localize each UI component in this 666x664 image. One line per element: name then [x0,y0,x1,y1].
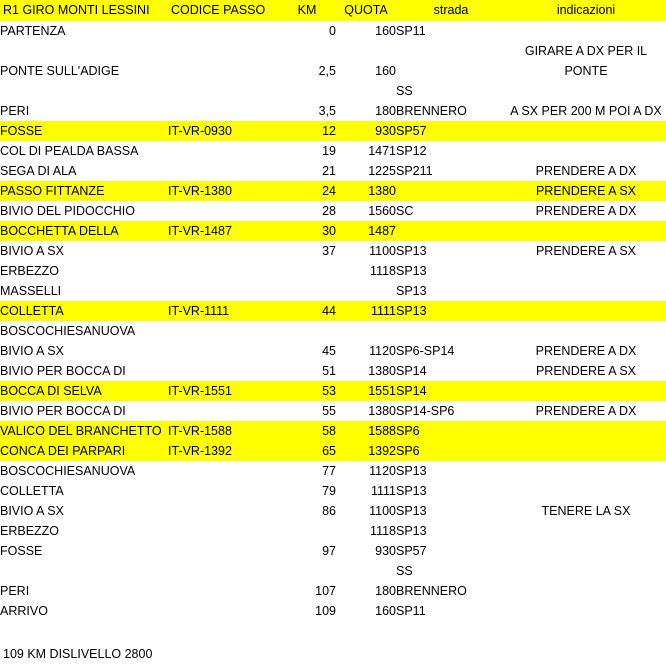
table-row [0,361,666,381]
cell-quota: 1100 [369,244,396,258]
cell-code [168,481,278,501]
cell-quota: 1380 [368,404,396,418]
cell-code [168,261,278,281]
cell-strada: BRENNERO [396,584,467,598]
cell-code [168,501,278,521]
cell-indicazioni [506,541,666,561]
cell-km: 109 [315,604,336,618]
cell-strada: SP6-SP14 [396,344,455,358]
cell-name: FOSSE [0,121,168,141]
table-row [0,421,666,441]
cell-name: PARTENZA [0,24,66,38]
cell-indicazioni: PRENDERE A DX [535,164,637,178]
cell-code [168,81,278,101]
cell-strada: SP13 [396,524,427,538]
cell-indicazioni [506,301,666,321]
cell-quota [336,561,396,581]
cell-name [0,561,168,581]
cell-indicazioni [506,81,666,101]
cell-quota: 1560 [368,204,396,218]
cell-quota: 180 [375,584,396,598]
cell-strada: SP12 [396,144,427,158]
cell-km [278,281,336,301]
cell-name: BIVIO DEL PIDOCCHIO [0,204,135,218]
cell-indicazioni [506,601,666,621]
cell-indicazioni: GIRARE A DX PER IL [524,44,648,58]
cell-indicazioni: PRENDERE A SX [535,364,637,378]
cell-name: MASSELLI [0,284,62,298]
table-row [0,61,666,81]
cell-strada: SP13 [396,504,427,518]
cell-strada: SP11 [396,24,426,38]
table-row [0,441,666,461]
cell-name: ARRIVO [0,604,48,618]
cell-name: BOSCOCHIESANUOVA [0,464,136,478]
cell-quota: 160 [375,64,396,78]
cell-name: PERI [0,584,30,598]
cell-km: 2,5 [318,64,336,78]
cell-km: 53 [278,381,336,401]
cell-indicazioni [506,461,666,481]
cell-indicazioni [506,581,666,601]
cell-quota: 180 [375,104,396,118]
cell-quota: 1471 [368,144,396,158]
table-row [0,201,666,221]
cell-strada: SP13 [396,244,427,258]
cell-name: BOCCHETTA DELLA [0,221,168,241]
cell-km: 3,5 [318,104,336,118]
cell-name: CONCA DEI PARPARI [0,441,168,461]
column-header-km: KM [278,0,336,21]
table-row [0,181,666,201]
cell-strada [396,221,506,241]
cell-indicazioni [506,221,666,241]
cell-km: 45 [322,344,336,358]
cell-strada [396,41,506,61]
cell-quota: 1111 [370,484,396,498]
cell-quota: 1120 [369,464,396,478]
cell-name: FOSSE [0,544,43,558]
cell-km [278,261,336,281]
cell-code: IT-VR-1551 [168,381,278,401]
cell-name: BOSCOCHIESANUOVA [0,324,136,338]
cell-km: 65 [278,441,336,461]
cell-name: PERI [0,104,30,118]
cell-indicazioni: PRENDERE A DX [535,404,637,418]
cell-strada: SP57 [396,121,506,141]
cell-name: COLLETTA [0,301,168,321]
cell-name: BIVIO PER BOCCA DI [0,364,126,378]
cell-quota: 1100 [369,504,396,518]
cell-code [168,561,278,581]
cell-quota: 1111 [336,301,396,321]
table-row [0,461,666,481]
cell-indicazioni [506,321,666,341]
cell-strada: SP13 [396,264,427,278]
cell-quota [336,281,396,301]
cell-km: 24 [278,181,336,201]
cell-indicazioni [506,141,666,161]
cell-indicazioni [506,21,666,41]
cell-strada: SC [396,204,414,218]
cell-code [168,141,278,161]
cell-name: BIVIO A SX [0,504,64,518]
cell-indicazioni [506,561,666,581]
cell-km: 30 [278,221,336,241]
table-row [0,21,666,41]
cell-km: 37 [322,244,336,258]
cell-name: ERBEZZO [0,264,60,278]
cell-code [168,241,278,261]
table-row [0,301,666,321]
cell-strada [396,181,506,201]
cell-strada: SP14-SP6 [396,404,455,418]
table-row [0,41,666,61]
cell-name: PONTE SULL'ADIGE [0,64,120,78]
cell-km [278,521,336,541]
cell-km: 86 [322,504,336,518]
cell-km: 44 [278,301,336,321]
cell-strada [396,61,506,81]
cell-strada: SP13 [396,284,427,298]
cell-indicazioni [506,441,666,461]
cell-code: IT-VR-1111 [168,301,278,321]
cell-name: BIVIO A SX [0,344,64,358]
cell-code [168,401,278,421]
cell-code [168,61,278,81]
cell-km: 21 [322,164,336,178]
cell-strada [396,321,506,341]
table-row [0,381,666,401]
cell-quota: 930 [336,121,396,141]
table-row [0,321,666,341]
cell-km: 19 [322,144,336,158]
cell-indicazioni: TENERE LA SX [541,504,631,518]
cell-code [168,341,278,361]
cell-indicazioni [506,261,666,281]
cell-km: 77 [322,464,336,478]
cell-quota: 1487 [336,221,396,241]
cell-name: ERBEZZO [0,524,60,538]
cell-strada: SS [396,84,413,98]
table-row [0,281,666,301]
cell-code: IT-VR-0930 [168,121,278,141]
table-row [0,261,666,281]
footer-note: 109 KM DISLIVELLO 2800 [3,647,153,661]
cell-code [168,201,278,221]
cell-indicazioni [506,421,666,441]
table-row [0,341,666,361]
cell-quota [336,321,396,341]
column-header-indicazioni: indicazioni [506,0,666,21]
table-row [0,121,666,141]
cell-indicazioni [506,121,666,141]
table-row [0,161,666,181]
cell-code [168,461,278,481]
cell-strada: BRENNERO [396,104,467,118]
table-row [0,481,666,501]
cell-indicazioni [506,521,666,541]
cell-indicazioni: PRENDERE A SX [506,181,666,201]
cell-code [168,521,278,541]
cell-code [168,281,278,301]
cell-quota: 1225 [368,164,396,178]
cell-strada: SP14 [396,364,427,378]
cell-code [168,321,278,341]
cell-strada: SP13 [396,301,506,321]
column-header-quota: QUOTA [336,0,396,21]
cell-indicazioni [506,281,666,301]
cell-strada: SP13 [396,464,427,478]
cell-indicazioni [506,381,666,401]
table-row [0,401,666,421]
cell-km [278,321,336,341]
cell-code [168,101,278,121]
cell-name [0,41,168,61]
cell-strada: SP11 [396,604,426,618]
cell-quota: 1392 [336,441,396,461]
cell-km [278,41,336,61]
cell-quota: 1380 [368,364,396,378]
cell-code [168,161,278,181]
cell-indicazioni [506,481,666,501]
cell-name: COLLETTA [0,484,64,498]
cell-km: 58 [278,421,336,441]
table-row [0,521,666,541]
cell-km: 79 [322,484,336,498]
cell-name: BIVIO A SX [0,244,64,258]
cell-quota: 1118 [370,524,396,538]
cell-indicazioni: PRENDERE A SX [535,244,637,258]
table-row [0,241,666,261]
table-row [0,221,666,241]
cell-quota [336,41,396,61]
cell-km: 51 [322,364,336,378]
cell-name: PASSO FITTANZE [0,181,168,201]
cell-name: SEGA DI ALA [0,164,77,178]
column-header-name: R1 GIRO MONTI LESSINI [0,0,168,21]
cell-quota: 930 [375,544,396,558]
table-row [0,501,666,521]
column-header-code: CODICE PASSO [168,0,278,21]
table-row [0,601,666,621]
cell-name: VALICO DEL BRANCHETTO [0,421,168,441]
cell-code [168,581,278,601]
cell-strada: SP211 [396,164,433,178]
cell-km: 97 [322,544,336,558]
cell-quota: 1551 [336,381,396,401]
cell-km: 12 [278,121,336,141]
table-row [0,101,666,121]
cell-strada: SS [396,564,413,578]
cell-code: IT-VR-1487 [168,221,278,241]
cell-code [168,601,278,621]
table-row [0,581,666,601]
cell-km: 107 [315,584,336,598]
cell-code [168,21,278,41]
cell-km: 55 [322,404,336,418]
column-header-strada: strada [396,0,506,21]
cell-strada: SP13 [396,484,427,498]
cell-strada: SP6 [396,421,506,441]
cell-km: 28 [322,204,336,218]
cell-quota: 160 [375,604,396,618]
cell-strada: SP57 [396,544,427,558]
cell-strada: SP14 [396,381,506,401]
cell-name: BIVIO PER BOCCA DI [0,404,126,418]
cell-indicazioni: PRENDERE A DX [535,344,637,358]
cell-code: IT-VR-1380 [168,181,278,201]
table-row [0,81,666,101]
cell-code [168,541,278,561]
table-header-row [0,0,666,21]
cell-quota [336,81,396,101]
cell-name: COL DI PEALDA BASSA [0,144,139,158]
table-row [0,141,666,161]
cell-code [168,361,278,381]
cell-quota: 160 [375,24,396,38]
cell-quota: 1380 [336,181,396,201]
cell-name: BOCCA DI SELVA [0,381,168,401]
cell-indicazioni: PRENDERE A DX [535,204,637,218]
cell-km: 0 [329,24,336,38]
table-row [0,541,666,561]
cell-code [168,41,278,61]
cell-quota: 1120 [369,344,396,358]
cell-indicazioni: A SX PER 200 M POI A DX [510,104,662,118]
cell-quota: 1588 [336,421,396,441]
cell-km [278,81,336,101]
cell-code: IT-VR-1392 [168,441,278,461]
cell-name [0,81,168,101]
cell-code: IT-VR-1588 [168,421,278,441]
cell-km [278,561,336,581]
cell-quota: 1118 [370,264,396,278]
table-row [0,561,666,581]
cell-strada: SP6 [396,441,506,461]
cell-indicazioni: PONTE [564,64,608,78]
